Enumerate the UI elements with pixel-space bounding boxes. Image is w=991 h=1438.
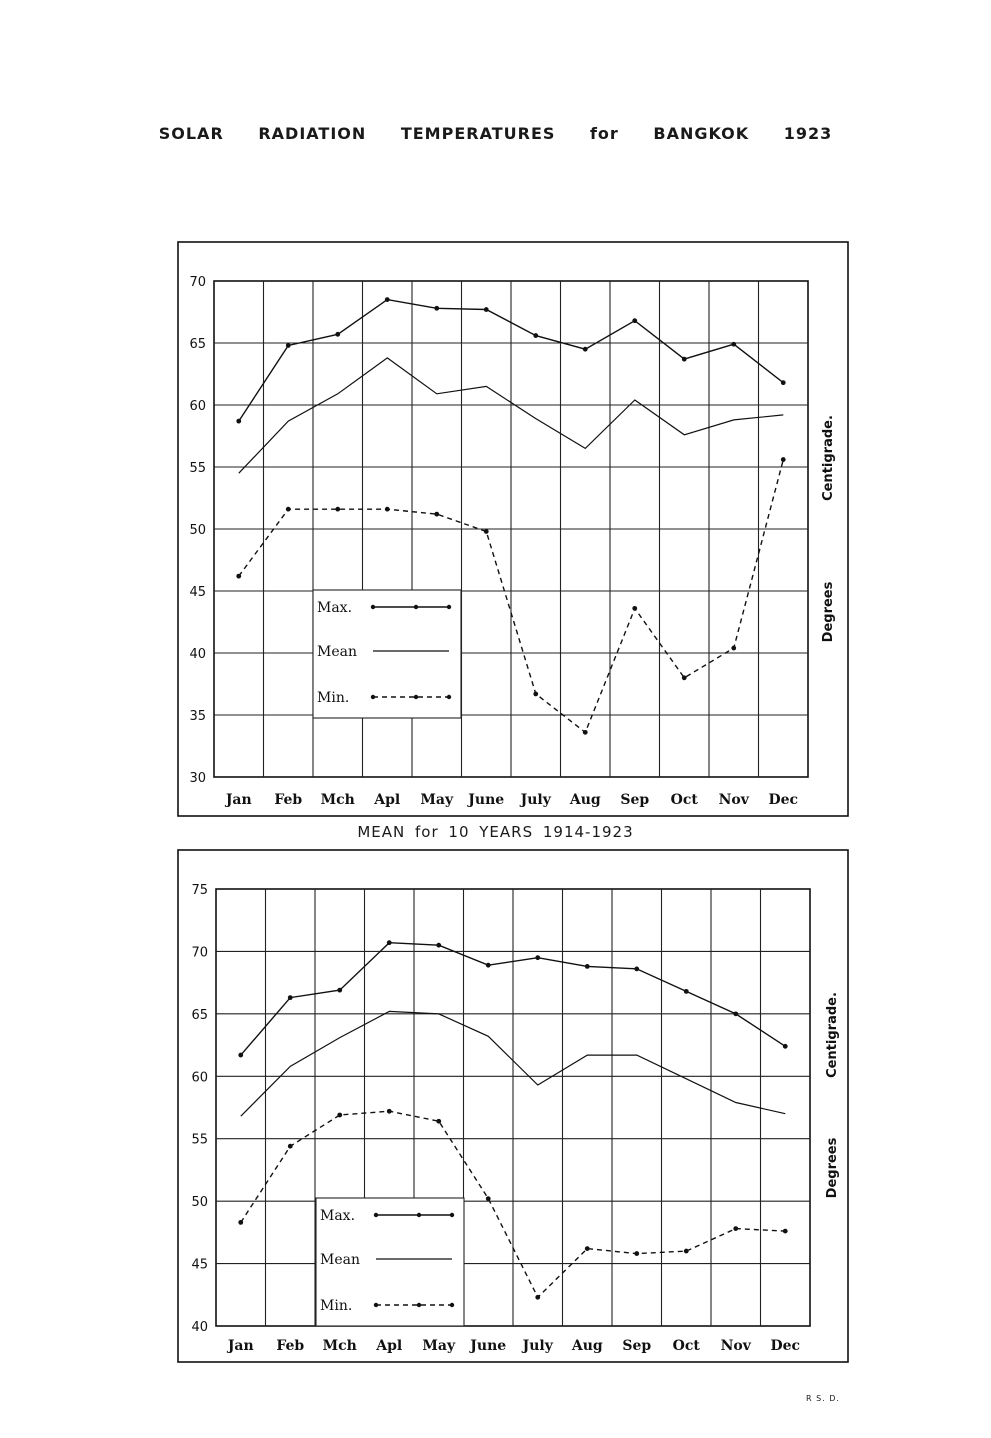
data-point-max: [583, 347, 588, 352]
data-point-min: [236, 574, 241, 579]
data-point-max: [533, 333, 538, 338]
data-point-max: [236, 419, 241, 424]
data-point-max: [434, 306, 439, 311]
data-point-min: [434, 512, 439, 517]
data-point-min: [632, 606, 637, 611]
x-tick-label-may: May: [422, 1338, 456, 1354]
data-point-max: [783, 1044, 788, 1049]
data-point-max: [585, 964, 590, 969]
data-point-max: [238, 1053, 243, 1058]
data-point-max: [684, 989, 689, 994]
legend-swatch-point: [414, 695, 418, 699]
y-tick-label: 50: [189, 523, 206, 538]
x-tick-label-mch: Mch: [322, 1338, 357, 1354]
legend-label-max: Max.: [317, 600, 353, 616]
legend-swatch-point: [447, 695, 451, 699]
x-tick-label-feb: Feb: [274, 792, 303, 808]
data-point-max: [781, 380, 786, 385]
data-point-min: [535, 1295, 540, 1300]
chart-2-title: MEAN for 10 YEARS 1914-1923: [357, 823, 634, 841]
y-tick-label: 70: [189, 275, 206, 290]
data-point-min: [684, 1249, 689, 1254]
legend-swatch-point: [414, 605, 418, 609]
legend-swatch-point: [447, 605, 451, 609]
data-point-min: [387, 1109, 392, 1114]
data-point-max: [337, 988, 342, 993]
x-tick-label-jan: Jan: [225, 792, 252, 808]
x-tick-label-apl: Apl: [376, 1338, 403, 1354]
data-point-min: [486, 1196, 491, 1201]
y-tick-label: 60: [191, 1070, 208, 1086]
x-tick-label-aug: Aug: [571, 1338, 603, 1354]
legend-swatch-point: [450, 1303, 454, 1307]
legend-label-min: Min.: [320, 1298, 353, 1314]
footer-mark: R S. D.: [806, 1394, 840, 1403]
legend-label-mean: Mean: [320, 1252, 360, 1268]
legend-swatch-point: [374, 1213, 378, 1217]
axis-label-centigrade: Centigrade.: [825, 992, 840, 1078]
data-point-min: [781, 457, 786, 462]
y-tick-label: 45: [189, 585, 206, 600]
data-point-max: [535, 955, 540, 960]
data-point-min: [286, 507, 291, 512]
data-point-min: [682, 675, 687, 680]
data-point-min: [733, 1226, 738, 1231]
data-point-min: [484, 529, 489, 534]
y-tick-label: 55: [191, 1132, 208, 1148]
chart-2: [178, 850, 848, 1362]
data-point-max: [486, 963, 491, 968]
axis-label-degrees: Degrees: [825, 1137, 840, 1199]
legend-swatch-point: [371, 605, 375, 609]
y-tick-label: 40: [191, 1320, 208, 1335]
data-point-max: [733, 1011, 738, 1016]
y-tick-label: 30: [189, 771, 206, 786]
data-point-max: [731, 342, 736, 347]
chart-1: [178, 242, 848, 816]
x-tick-label-june: June: [470, 1338, 507, 1354]
legend-label-min: Min.: [317, 690, 350, 706]
data-point-min: [337, 1113, 342, 1118]
y-tick-label: 55: [189, 461, 206, 476]
x-tick-label-dec: Dec: [770, 1338, 801, 1354]
data-point-min: [335, 507, 340, 512]
data-point-max: [634, 967, 639, 972]
data-point-min: [731, 646, 736, 651]
data-point-max: [387, 940, 392, 945]
y-tick-label: 40: [189, 647, 206, 662]
data-point-max: [288, 995, 293, 1000]
y-tick-label: 70: [191, 945, 208, 961]
page-title: SOLAR RADIATION TEMPERATURES for BANGKOK 1923: [158, 124, 833, 143]
data-point-min: [385, 507, 390, 512]
x-tick-label-may: May: [420, 792, 454, 808]
data-point-max: [436, 943, 441, 948]
x-tick-label-apl: Apl: [374, 792, 401, 808]
data-point-max: [682, 357, 687, 362]
data-point-max: [385, 297, 390, 302]
y-tick-label: 65: [189, 337, 206, 352]
legend-swatch-point: [450, 1213, 454, 1217]
data-point-min: [436, 1119, 441, 1124]
y-tick-label: 35: [189, 709, 206, 724]
data-point-min: [634, 1251, 639, 1256]
x-tick-label-nov: Nov: [718, 792, 749, 808]
data-point-min: [533, 692, 538, 697]
x-tick-label-sep: Sep: [620, 792, 650, 808]
data-point-min: [238, 1220, 243, 1225]
x-tick-label-nov: Nov: [720, 1338, 751, 1354]
data-point-min: [288, 1144, 293, 1149]
x-tick-label-july: July: [520, 792, 551, 808]
x-tick-label-june: June: [468, 792, 505, 808]
data-point-min: [585, 1246, 590, 1251]
data-point-min: [583, 730, 588, 735]
y-tick-label: 60: [189, 399, 206, 414]
data-point-max: [484, 307, 489, 312]
x-tick-label-mch: Mch: [320, 792, 355, 808]
legend-swatch-point: [417, 1213, 421, 1217]
legend-swatch-point: [371, 695, 375, 699]
y-tick-label: 75: [191, 883, 208, 898]
x-tick-label-feb: Feb: [276, 1338, 305, 1354]
legend-label-mean: Mean: [317, 644, 357, 660]
legend-swatch-point: [374, 1303, 378, 1307]
x-tick-label-dec: Dec: [768, 792, 799, 808]
y-tick-label: 65: [191, 1007, 208, 1023]
axis-label-centigrade: Centigrade.: [821, 415, 836, 501]
x-tick-label-aug: Aug: [569, 792, 601, 808]
x-tick-label-oct: Oct: [672, 1338, 700, 1354]
y-tick-label: 50: [191, 1195, 208, 1211]
axis-label-degrees: Degrees: [821, 581, 836, 643]
data-point-max: [286, 343, 291, 348]
data-point-min: [783, 1229, 788, 1234]
legend-swatch-point: [417, 1303, 421, 1307]
y-tick-label: 45: [191, 1257, 208, 1273]
x-tick-label-jan: Jan: [227, 1338, 254, 1354]
x-tick-label-oct: Oct: [670, 792, 698, 808]
data-point-max: [632, 318, 637, 323]
x-tick-label-july: July: [522, 1338, 553, 1354]
data-point-max: [335, 332, 340, 337]
legend-label-max: Max.: [320, 1208, 356, 1224]
x-tick-label-sep: Sep: [622, 1338, 652, 1354]
